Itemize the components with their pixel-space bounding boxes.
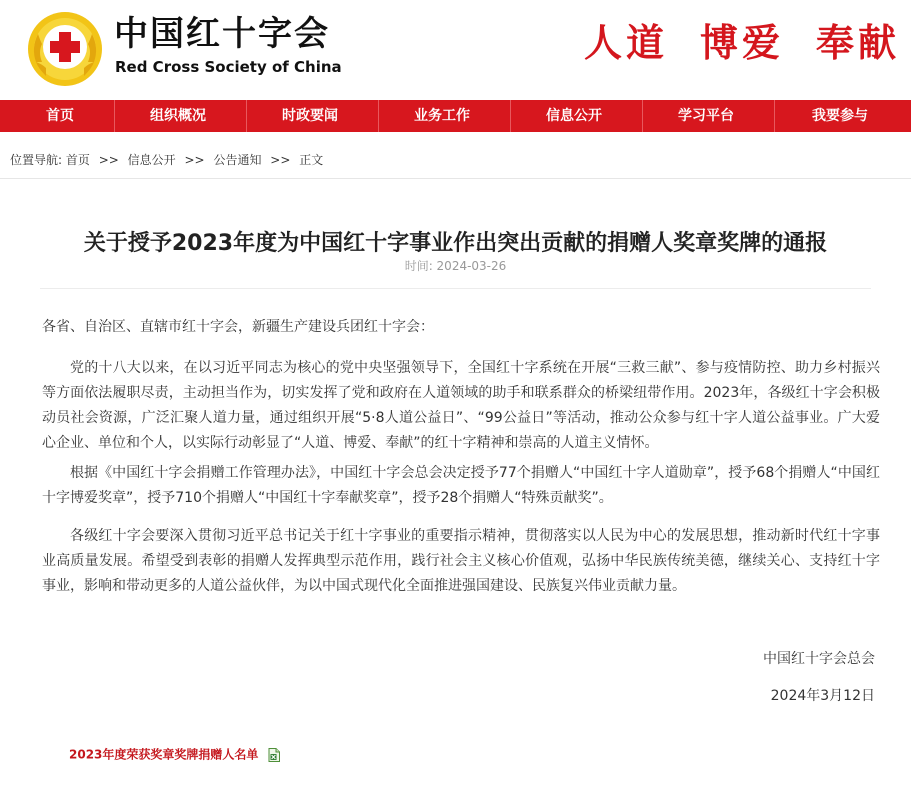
article-paragraph: 各级红十字会要深入贯彻习近平总书记关于红十字事业的重要指示精神，贯彻落实以人民为中心的发展思想，推动新时代红十字事业高质量发展。希望受到表彰的捐赠人发挥典型示范作用，践行社会主义核心价值观，弘扬中华民族传统美德，继续关心、支持红十字事业，影响和带动更多的人道公益伙伴，为以中国式现代化全面推进强国建设、民族复兴伟业贡献力量。 bbox=[42, 528, 880, 594]
site-header bbox=[0, 0, 911, 100]
nav-divider bbox=[378, 100, 379, 132]
nav-item-learning[interactable]: 学习平台 bbox=[678, 108, 734, 124]
breadcrumb-notices[interactable]: 公告通知 bbox=[213, 153, 262, 167]
nav-item-home[interactable]: 首页 bbox=[46, 108, 74, 124]
nav-divider bbox=[774, 100, 775, 132]
site-brand-chinese[interactable]: 中国红十字会 bbox=[114, 14, 330, 54]
breadcrumb-separator: >> bbox=[270, 153, 291, 167]
article-divider bbox=[40, 288, 871, 289]
breadcrumb-separator: >> bbox=[184, 153, 205, 167]
nav-item-business[interactable]: 业务工作 bbox=[414, 108, 470, 124]
nav-divider bbox=[510, 100, 511, 132]
nav-item-news[interactable]: 时政要闻 bbox=[282, 108, 338, 124]
attachment-link[interactable]: 2023年度荣获奖章奖牌捐赠人名单 bbox=[69, 747, 259, 762]
breadcrumb-prefix: 位置导航: bbox=[10, 153, 63, 167]
slogan-dedication: 奉献 bbox=[816, 20, 901, 65]
site-brand-english[interactable]: Red Cross Society of China bbox=[115, 58, 342, 76]
excel-file-icon[interactable] bbox=[268, 748, 280, 762]
nav-divider bbox=[642, 100, 643, 132]
slogan-humanity: 人道 bbox=[584, 20, 669, 65]
article-paragraph: 根据《中国红十字会捐赠工作管理办法》，中国红十字会总会决定授予77个捐赠人“中国红十字人道勋章”，授予68个捐赠人“中国红十字博爱奖章”，授予710个捐赠人“中国红十字奉献奖章”，授予28个捐赠人“特殊贡献奖”。 bbox=[42, 465, 880, 506]
signature-organization: 中国红十字会总会 bbox=[763, 651, 875, 667]
nav-item-disclosure[interactable]: 信息公开 bbox=[546, 108, 602, 124]
breadcrumb bbox=[10, 150, 323, 170]
signature-date: 2024年3月12日 bbox=[770, 688, 875, 704]
article-title: 关于授予2023年度为中国红十字事业作出突出贡献的捐赠人奖章奖牌的通报 bbox=[83, 230, 828, 256]
slogan-fraternity: 博爱 bbox=[700, 20, 785, 65]
nav-item-participate[interactable]: 我要参与 bbox=[812, 108, 868, 124]
red-cross-emblem-icon[interactable] bbox=[26, 10, 104, 88]
breadcrumb-separator: >> bbox=[98, 153, 119, 167]
breadcrumb-home[interactable]: 首页 bbox=[65, 153, 90, 167]
breadcrumb-current: 正文 bbox=[299, 153, 324, 167]
nav-divider bbox=[114, 100, 115, 132]
article-date: 时间: 2024-03-26 bbox=[404, 259, 507, 273]
article-paragraph: 党的十八大以来，在以习近平同志为核心的党中央坚强领导下，全国红十字系统在开展“三救三献”、参与疫情防控、助力乡村振兴等方面依法履职尽责，主动担当作为，切实发挥了党和政府在人道领域的助手和联系群众的桥梁纽带作用。2023年，各级红十字会积极动员社会资源，广泛汇聚人道力量，通过组织开展“5·8人道公益日”、“99公益日”等活动，推动公众参与红十字人道公益事业。广大爱心企业、单位和个人，以实际行动彰显了“人道、博爱、奉献”的红十字精神和崇高的人道主义情怀。 bbox=[42, 360, 880, 451]
main-nav bbox=[0, 100, 911, 132]
article-salutation: 各省、自治区、直辖市红十字会，新疆生产建设兵团红十字会： bbox=[42, 319, 434, 335]
breadcrumb-divider bbox=[0, 178, 911, 179]
nav-item-organization[interactable]: 组织概况 bbox=[150, 108, 206, 124]
breadcrumb-disclosure[interactable]: 信息公开 bbox=[127, 153, 176, 167]
nav-divider bbox=[246, 100, 247, 132]
attachment[interactable] bbox=[69, 744, 280, 764]
